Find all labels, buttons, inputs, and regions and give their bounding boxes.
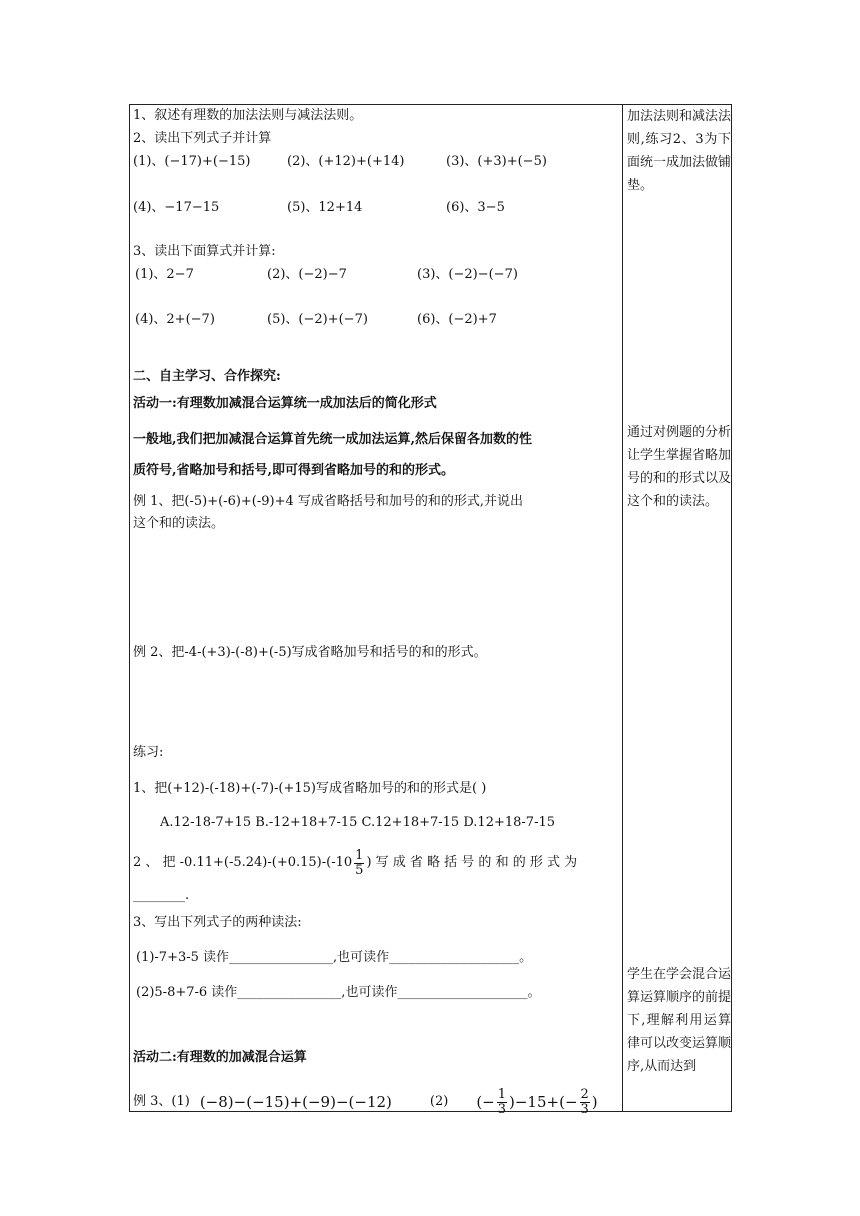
fraction-numerator: 1 bbox=[355, 847, 364, 863]
fraction-numerator: 2 bbox=[580, 1086, 589, 1102]
calc-4: (4)、2+(−7) bbox=[135, 312, 215, 327]
lesson-table bbox=[129, 104, 732, 1117]
example-3-label-2: (2) bbox=[429, 1094, 449, 1109]
fraction-denominator: 5 bbox=[355, 862, 364, 878]
example-3-expr-1: (−8)−(−15)+(−9)−(−12) bbox=[199, 1093, 392, 1111]
practice-1: 1、把(+12)-(-18)+(-7)-(+15)写成省略加号的和的形式是( ) bbox=[133, 781, 487, 796]
example-1-line-1: 例 1、把(-5)+(-6)+(-9)+4 写成省略括号和加号的和的形式,并说出 bbox=[133, 494, 524, 509]
review-item-2: 2、读出下列式子并计算 bbox=[133, 131, 272, 146]
practice-2-part-b: ) 写 成 省 略 括 号 的 和 的 形 式 为 bbox=[366, 855, 578, 870]
calc-2: (2)、(−2)−7 bbox=[267, 267, 347, 282]
calc-3: (3)、(−2)−(−7) bbox=[417, 267, 518, 282]
fraction-two-thirds bbox=[580, 1088, 590, 1117]
calc-6: (6)、(−2)+7 bbox=[417, 312, 497, 327]
expr-1: (1)、(−17)+(−15) bbox=[133, 154, 251, 169]
column-divider bbox=[622, 105, 623, 1111]
practice-2-part-a: 2 、 把 -0.11+(-5.24)-(+0.15)-(-10 bbox=[133, 855, 353, 870]
fraction-denominator: 3 bbox=[497, 1101, 507, 1117]
fraction-denominator: 3 bbox=[580, 1101, 589, 1117]
practice-heading: 练习: bbox=[133, 745, 164, 760]
rule-line-2: 质符号,省略加号和括号,即可得到省略加号的和的形式。 bbox=[133, 463, 455, 478]
calc-5: (5)、(−2)+(−7) bbox=[267, 312, 368, 327]
example-3 bbox=[133, 1085, 598, 1119]
practice-3: 3、写出下列式子的两种读法: bbox=[133, 915, 302, 930]
review-item-3: 3、读出下面算式并计算: bbox=[133, 244, 276, 259]
design-note-1: 加法法则和减法法则,练习2、3为下面统一成加法做铺垫。 bbox=[627, 109, 732, 193]
expr-3: (3)、(+3)+(−5) bbox=[446, 154, 547, 169]
fraction-one-fifth bbox=[354, 849, 364, 878]
example-3-expr-2-close: ) bbox=[591, 1093, 598, 1111]
example-3-expr-2-open: (− bbox=[476, 1093, 495, 1111]
design-note-3: 学生在学会混合运算运算顺序的前提下,理解利用运算律可以改变运算顺序,从而达到 bbox=[627, 967, 732, 1074]
example-3-expr-2-mid: )−15+(− bbox=[509, 1093, 578, 1111]
practice-3-b: (2)5-8+7-6 读作________________,也可读作____________________。 bbox=[136, 985, 541, 1000]
activity-1-title: 活动一:有理数加减混合运算统一成加法后的简化形式 bbox=[133, 396, 437, 411]
example-2: 例 2、把-4-(+3)-(-8)+(-5)写成省略加号和括号的和的形式。 bbox=[133, 645, 487, 660]
fraction-numerator: 1 bbox=[497, 1086, 507, 1102]
design-note-2: 通过对例题的分析让学生掌握省略加号的和的形式以及这个和的读法。 bbox=[627, 425, 732, 509]
section-heading: 二、自主学习、合作探究: bbox=[133, 369, 281, 384]
example-3-label: 例 3、(1) bbox=[133, 1094, 190, 1109]
expr-6: (6)、3−5 bbox=[446, 200, 505, 215]
practice-2 bbox=[133, 843, 577, 883]
fraction-one-third bbox=[497, 1088, 507, 1117]
review-item-1: 1、叙述有理数的加法法则与减法法则。 bbox=[133, 108, 363, 123]
practice-3-a: (1)-7+3-5 读作________________,也可读作____________________。 bbox=[136, 950, 533, 965]
calc-1: (1)、2−7 bbox=[135, 267, 194, 282]
expr-2: (2)、(+12)+(+14) bbox=[287, 154, 405, 169]
rule-line-1: 一般地,我们把加减混合运算首先统一成加法运算,然后保留各加数的性 bbox=[133, 432, 533, 447]
practice-1-options: A.12-18-7+15 B.-12+18+7-15 C.12+18+7-15 D.12+18-7-15 bbox=[160, 815, 556, 830]
expr-5: (5)、12+14 bbox=[287, 200, 363, 215]
expr-4: (4)、−17−15 bbox=[133, 200, 220, 215]
practice-2-blank: ________. bbox=[133, 888, 190, 903]
example-1-line-2: 这个和的读法。 bbox=[133, 516, 225, 531]
activity-2-title: 活动二:有理数的加减混合运算 bbox=[133, 1050, 307, 1065]
